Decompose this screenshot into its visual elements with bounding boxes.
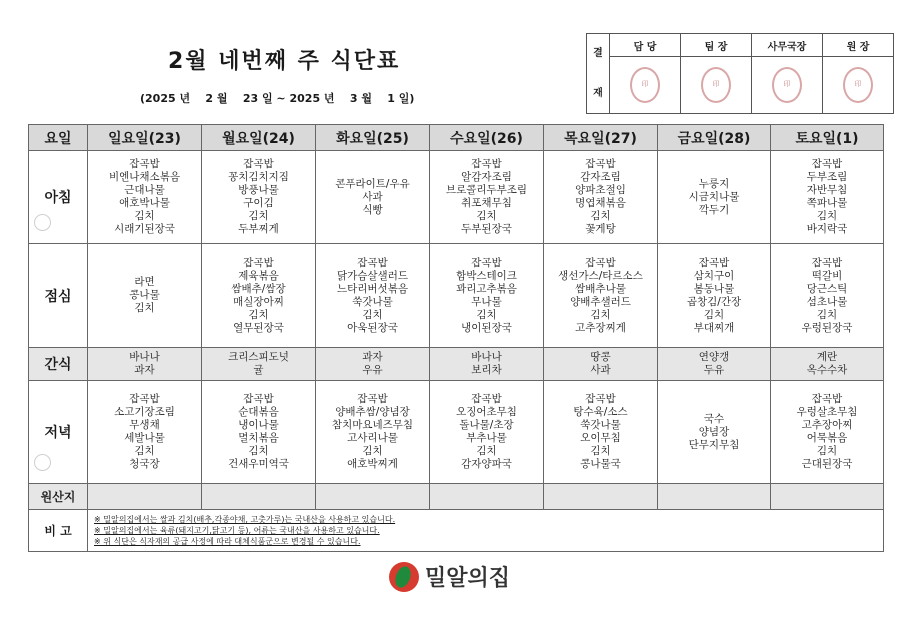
menu-item: 김치 — [248, 210, 269, 222]
menu-item: 느타리버섯볶음 — [336, 282, 408, 295]
menu-item: 쌈배추나물 — [575, 282, 626, 295]
menu-item: 시래기된장국 — [114, 223, 175, 235]
menu-item: 우유 — [362, 364, 383, 376]
seal-stamp-icon: 印 — [701, 67, 731, 103]
menu-item: 쑥갓나물 — [580, 419, 621, 431]
menu-item: 국수 — [703, 412, 725, 425]
menu-item: 애호박찌게 — [347, 458, 398, 470]
menu-item: 두부된장국 — [461, 223, 512, 235]
day-header-row — [29, 125, 884, 151]
menu-cell — [430, 244, 544, 348]
menu-item: 사과 — [590, 364, 611, 376]
menu-item: 김치 — [362, 308, 383, 321]
menu-item: 닭가슴살샐러드 — [336, 269, 408, 282]
punch-hole — [34, 214, 51, 231]
menu-item: 라면 — [134, 276, 155, 288]
approval-side-char-2: 재 — [593, 87, 603, 99]
menu-item: 잡곡밥 — [585, 158, 616, 170]
seal-stamp-icon: 印 — [843, 67, 873, 103]
menu-item: 쌈배추/쌈장 — [231, 282, 286, 295]
menu-item: 순대볶음 — [238, 406, 279, 418]
menu-item: 취포채무침 — [461, 197, 512, 209]
menu-item: 잡곡밥 — [243, 256, 274, 269]
menu-item: 김치 — [816, 308, 838, 321]
origin-label: 원산지 — [29, 484, 88, 510]
meal-label: 점심 — [29, 244, 88, 348]
meal-row — [29, 244, 884, 348]
date-range: (2025 년 2 월 23 일 ~ 2025 년 3 월 1 일) — [140, 92, 415, 105]
menu-item: 잡곡밥 — [811, 256, 843, 269]
menu-item: 과자 — [362, 351, 383, 363]
menu-item: 우렁된장국 — [801, 321, 853, 334]
menu-item: 우렁살초무침 — [796, 406, 858, 418]
menu-cell — [316, 381, 430, 484]
menu-item: 고추장찌게 — [575, 321, 626, 334]
menu-item: 꽁치김치지짐 — [228, 171, 289, 183]
menu-item: 세발나물 — [124, 432, 165, 444]
menu-item: 소고기장조림 — [114, 406, 175, 418]
menu-item: 김치 — [816, 210, 838, 222]
menu-item: 땅콩 — [590, 351, 611, 363]
menu-item: 오징어초무침 — [456, 406, 517, 418]
menu-item: 브로콜리두부조림 — [445, 184, 528, 196]
menu-item: 멸치볶음 — [238, 432, 279, 444]
menu-cell — [544, 348, 658, 381]
menu-item: 매실장아찌 — [233, 295, 284, 308]
signature-director — [823, 57, 894, 114]
menu-cell — [658, 151, 771, 244]
menu-item: 탕수육/소스 — [573, 406, 628, 418]
menu-item: 어묵볶음 — [806, 432, 848, 444]
meal-label: 저녁 — [29, 381, 88, 484]
menu-item: 김치 — [816, 445, 838, 457]
menu-item: 생선가스/타르소스 — [558, 269, 643, 282]
menu-cell — [202, 151, 316, 244]
menu-item: 김치 — [476, 445, 497, 457]
approval-side-label — [587, 34, 610, 114]
menu-item: 참치마요네즈무침 — [331, 419, 414, 431]
approval-role-team-lead: 팀 장 — [681, 34, 752, 57]
menu-cell — [88, 244, 202, 348]
menu-item: 쑥갓나물 — [352, 295, 393, 308]
approval-box — [586, 33, 894, 114]
approval-role-director: 원 장 — [823, 34, 894, 57]
menu-item: 콘푸라이트/우유 — [335, 177, 410, 190]
corner-label: 요일 — [29, 125, 88, 151]
menu-item: 함박스테이크 — [456, 269, 517, 282]
note-line: ※ 밀알의집에서는 육류(돼지고기,닭고기 등), 어류는 국내산을 사용하고 있습니다. — [94, 526, 380, 535]
logo — [389, 561, 510, 592]
menu-cell — [316, 244, 430, 348]
menu-item: 잡곡밥 — [471, 256, 502, 269]
menu-item: 김치 — [476, 308, 497, 321]
wheat-logo-icon — [389, 562, 419, 592]
menu-item: 당근스틱 — [806, 282, 848, 295]
menu-item: 아욱된장국 — [347, 321, 398, 334]
origin-cell — [316, 484, 430, 510]
menu-cell — [544, 244, 658, 348]
menu-item: 과자 — [134, 364, 155, 376]
menu-item: 바나나 — [129, 351, 160, 363]
menu-body — [29, 151, 884, 484]
menu-item: 크리스피도넛 — [228, 351, 289, 363]
menu-item: 양파초절임 — [575, 184, 626, 196]
menu-item: 잡곡밥 — [471, 158, 502, 170]
notes-row — [29, 510, 884, 552]
day-header: 금요일(28) — [658, 125, 771, 151]
menu-cell — [544, 151, 658, 244]
approval-side-char-1: 결 — [593, 47, 603, 59]
menu-item: 제육볶음 — [238, 269, 279, 282]
origin-cell — [544, 484, 658, 510]
menu-item: 구이김 — [243, 197, 274, 209]
menu-item: 잡곡밥 — [585, 256, 616, 269]
menu-item: 계란 — [816, 351, 838, 363]
punch-hole — [34, 454, 51, 471]
menu-item: 부대찌개 — [693, 321, 735, 334]
menu-item: 시금치나물 — [688, 190, 740, 203]
origin-row — [29, 484, 884, 510]
menu-item: 근대나물 — [124, 184, 165, 196]
day-header: 토요일(1) — [771, 125, 884, 151]
menu-item: 김치 — [703, 308, 725, 321]
menu-item: 콩나물국 — [580, 458, 621, 470]
menu-cell — [430, 348, 544, 381]
menu-item: 무생채 — [129, 419, 160, 431]
menu-item: 김치 — [590, 308, 611, 321]
menu-item: 떡갈비 — [811, 269, 843, 282]
menu-item: 보리차 — [471, 364, 502, 376]
menu-item: 두유 — [703, 364, 725, 376]
day-header: 목요일(27) — [544, 125, 658, 151]
menu-item: 돌나물/초장 — [459, 419, 514, 431]
menu-cell — [658, 348, 771, 381]
approval-role-staff: 담 당 — [610, 34, 681, 57]
menu-cell — [316, 151, 430, 244]
menu-item: 자반무침 — [806, 184, 848, 196]
menu-cell — [88, 151, 202, 244]
origin-cell — [658, 484, 771, 510]
menu-item: 꽃게탕 — [585, 223, 616, 235]
menu-item: 잡곡밥 — [811, 393, 843, 405]
menu-item: 김치 — [134, 302, 155, 314]
meal-label: 간식 — [29, 348, 88, 381]
menu-cell — [544, 381, 658, 484]
menu-item: 감자조림 — [580, 171, 621, 183]
menu-item: 식빵 — [362, 203, 383, 216]
menu-item: 청국장 — [129, 458, 160, 470]
meal-label: 아침 — [29, 151, 88, 244]
seal-stamp-icon: 印 — [630, 67, 660, 103]
day-header: 수요일(26) — [430, 125, 544, 151]
signature-staff — [610, 57, 681, 114]
menu-item: 섬초나물 — [806, 295, 848, 308]
menu-item: 귤 — [253, 364, 264, 376]
menu-item: 두부찌게 — [238, 223, 279, 235]
signature-secretary-general — [752, 57, 823, 114]
origin-cell — [771, 484, 884, 510]
menu-item: 콩나물 — [129, 289, 160, 301]
menu-item: 근대된장국 — [801, 458, 853, 470]
menu-item: 연양갱 — [698, 351, 730, 363]
menu-item: 감자양파국 — [461, 458, 512, 470]
menu-item: 꽈리고추볶음 — [456, 282, 517, 295]
menu-item: 김치 — [362, 445, 383, 457]
origin-cell — [202, 484, 316, 510]
menu-item: 냉이된장국 — [461, 321, 512, 334]
menu-cell — [316, 348, 430, 381]
menu-item: 누룽지 — [698, 177, 730, 190]
menu-item: 고사리나물 — [347, 432, 398, 444]
menu-table — [28, 124, 884, 552]
menu-cell — [88, 348, 202, 381]
page-title: 2월 네번째 주 식단표 — [168, 49, 401, 74]
menu-item: 김치 — [248, 308, 269, 321]
menu-item: 알감자조림 — [461, 171, 512, 183]
menu-item: 잡곡밥 — [243, 393, 274, 405]
menu-cell — [771, 381, 884, 484]
menu-cell — [202, 381, 316, 484]
note-line: ※ 밀알의집에서는 쌀과 김치(배추,각종야채, 고춧가루)는 국내산을 사용하고 있습니다. — [94, 515, 396, 524]
menu-item: 옥수수차 — [806, 364, 848, 376]
menu-item: 단무지무침 — [688, 438, 740, 451]
menu-cell — [430, 151, 544, 244]
menu-item: 양배추샐러드 — [570, 295, 631, 308]
menu-item: 잡곡밥 — [357, 393, 388, 405]
menu-cell — [771, 151, 884, 244]
menu-item: 곱창김/간장 — [686, 295, 742, 308]
origin-cell — [88, 484, 202, 510]
menu-cell — [658, 381, 771, 484]
menu-item: 깍두기 — [698, 203, 730, 216]
menu-item: 김치 — [590, 210, 611, 222]
menu-item: 양념장 — [698, 425, 730, 438]
menu-item: 잡곡밥 — [811, 158, 843, 170]
menu-item: 잡곡밥 — [585, 393, 616, 405]
menu-item: 냉이나물 — [238, 419, 279, 431]
menu-item: 김치 — [134, 445, 155, 457]
menu-item: 고추장아찌 — [801, 419, 853, 431]
menu-item: 무나물 — [471, 295, 502, 308]
logo-text: 밀알의집 — [425, 566, 511, 591]
menu-item: 열무된장국 — [233, 321, 284, 334]
menu-item: 바지락국 — [806, 223, 848, 235]
menu-cell — [658, 244, 771, 348]
approval-role-secretary-general: 사무국장 — [752, 34, 823, 57]
meal-row — [29, 151, 884, 244]
day-header: 일요일(23) — [88, 125, 202, 151]
menu-item: 김치 — [476, 210, 497, 222]
menu-item: 잡곡밥 — [357, 256, 388, 269]
menu-item: 잡곡밥 — [129, 393, 160, 405]
menu-item: 명엽채볶음 — [575, 197, 626, 209]
day-header: 화요일(25) — [316, 125, 430, 151]
menu-item: 양배추쌈/양념장 — [335, 406, 410, 418]
menu-item: 잡곡밥 — [698, 256, 730, 269]
meal-row — [29, 348, 884, 381]
menu-item: 쪽파나물 — [806, 197, 848, 209]
note-line: ※ 위 식단은 식자재의 공급 사정에 따라 대체식품군으로 변경될 수 있습니다. — [94, 537, 361, 546]
menu-item: 봄동나물 — [693, 282, 735, 295]
meal-row — [29, 381, 884, 484]
seal-stamp-icon: 印 — [772, 67, 802, 103]
menu-item: 부추나물 — [466, 432, 507, 444]
origin-cell — [430, 484, 544, 510]
menu-item: 애호박나물 — [119, 197, 170, 209]
menu-item: 방풍나물 — [238, 184, 279, 196]
menu-cell — [771, 244, 884, 348]
menu-item: 오이무침 — [580, 432, 621, 444]
menu-item: 건새우미역국 — [228, 458, 289, 470]
menu-item: 삼치구이 — [693, 269, 735, 282]
menu-cell — [202, 244, 316, 348]
notes-cell — [88, 510, 884, 552]
menu-item: 잡곡밥 — [129, 158, 160, 170]
menu-item: 비엔나채소볶음 — [108, 171, 180, 183]
day-header: 월요일(24) — [202, 125, 316, 151]
notes-label: 비 고 — [29, 510, 88, 552]
menu-item: 잡곡밥 — [243, 158, 274, 170]
menu-item: 두부조림 — [806, 171, 848, 183]
menu-item: 사과 — [362, 190, 383, 203]
menu-cell — [202, 348, 316, 381]
menu-item: 김치 — [134, 210, 155, 222]
menu-item: 김치 — [248, 445, 269, 457]
signature-team-lead — [681, 57, 752, 114]
menu-cell — [771, 348, 884, 381]
menu-item: 잡곡밥 — [471, 393, 502, 405]
menu-cell — [430, 381, 544, 484]
menu-item: 바나나 — [471, 351, 502, 363]
menu-item: 김치 — [590, 445, 611, 457]
menu-cell — [88, 381, 202, 484]
